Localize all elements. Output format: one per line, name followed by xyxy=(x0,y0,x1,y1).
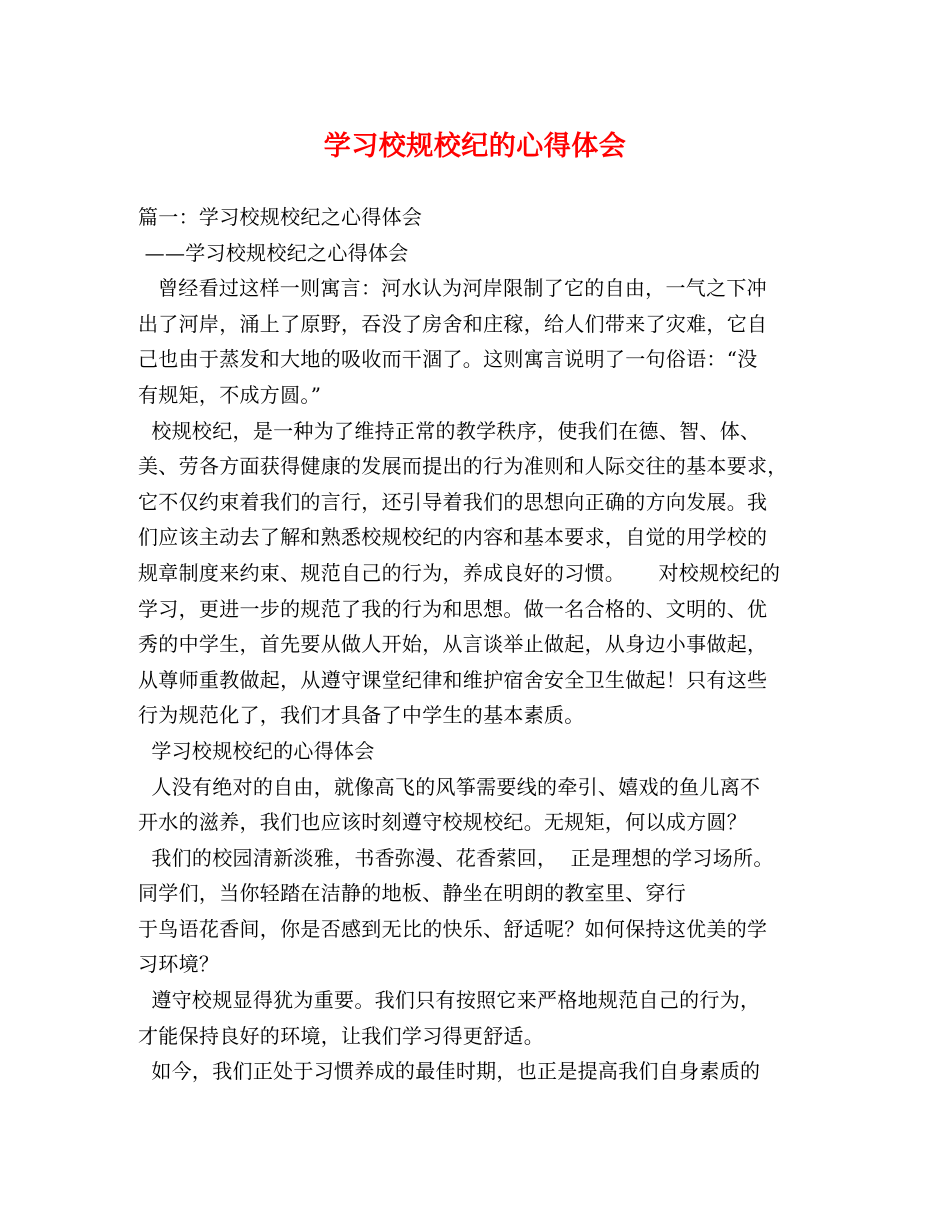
text-line: 有规矩，不成方圆。” xyxy=(138,382,322,407)
text-line: 才能保持良好的环境，让我们学习得更舒适。 xyxy=(138,1023,544,1048)
text-line: 规章制度来约束、规范自己的行为，养成良好的习惯。 对校规校纪的 xyxy=(138,560,781,585)
text-line: 们应该主动去了解和熟悉校规校纪的内容和基本要求，自觉的用学校的 xyxy=(138,525,768,550)
text-line: 遵守校规显得犹为重要。我们只有按照它来严格地规范自己的行为， xyxy=(138,988,761,1013)
text-line: 开水的滋养，我们也应该时刻遵守校规校纪。无规矩，何以成方圆？ xyxy=(138,810,747,835)
text-line: 我们的校园清新淡雅，书香弥漫、花香萦回， 正是理想的学习场所。 xyxy=(138,845,774,870)
text-line: 如今，我们正处于习惯养成的最佳时期，也正是提高我们自身素质的 xyxy=(138,1059,761,1084)
text-line: 秀的中学生，首先要从做人开始，从言谈举止做起，从身边小事做起， xyxy=(138,632,768,657)
text-line: 校规校纪，是一种为了维持正常的教学秩序，使我们在德、智、体、 xyxy=(138,418,761,443)
text-line: 人没有绝对的自由，就像高飞的风筝需要线的牵引、嬉戏的鱼儿离不 xyxy=(138,774,761,799)
text-line: 曾经看过这样一则寓言：河水认为河岸限制了它的自由，一气之下冲 xyxy=(138,276,767,301)
text-line: 美、劳各方面获得健康的发展而提出的行为准则和人际交往的基本要求， xyxy=(138,454,788,479)
text-line: 同学们，当你轻踏在洁静的地板、静坐在明朗的教室里、穿行 xyxy=(138,881,687,906)
text-line: 它不仅约束着我们的言行，还引导着我们的思想向正确的方向发展。我 xyxy=(138,489,768,514)
text-line: 学习，更进一步的规范了我的行为和思想。做一名合格的、文明的、优 xyxy=(138,596,768,621)
text-line: 学习校规校纪的心得体会 xyxy=(138,738,375,763)
text-line: 行为规范化了，我们才具备了中学生的基本素质。 xyxy=(138,703,585,728)
text-line: 于鸟语花香间，你是否感到无比的快乐、舒适呢？如何保持这优美的学 xyxy=(138,916,768,941)
document-title: 学习校规校纪的心得体会 xyxy=(323,131,627,162)
text-line: 出了河岸，涌上了原野，吞没了房舍和庄稼，给人们带来了灾难，它自 xyxy=(138,311,768,336)
text-line: 从尊师重教做起，从遵守课堂纪律和维护宿舍安全卫生做起！只有这些 xyxy=(138,667,768,692)
text-line: 习环境？ xyxy=(138,952,220,977)
text-line: ——学习校规校纪之心得体会 xyxy=(138,240,409,265)
text-line: 己也由于蒸发和大地的吸收而干涸了。这则寓言说明了一句俗语：“没 xyxy=(138,347,758,372)
document-body xyxy=(138,200,818,1090)
text-line: 篇一：学习校规校纪之心得体会 xyxy=(138,205,423,229)
